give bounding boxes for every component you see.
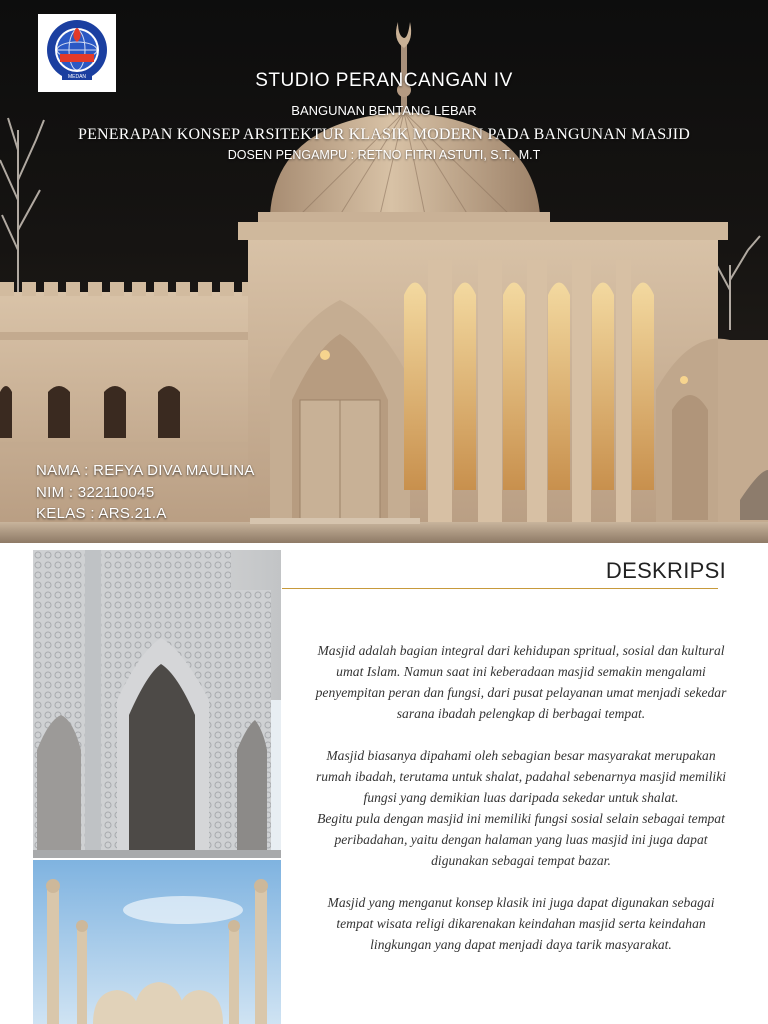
studio-title: STUDIO PERANCANGAN IV [255,70,513,91]
student-nim: NIM : 322110045 [36,484,155,501]
description-heading: DESKRIPSI [605,558,726,583]
description-text [312,640,730,955]
student-class: KELAS : ARS.21.A [36,505,167,522]
logo-banner-text: MEDAN [67,74,87,80]
description-paragraph-3: Begitu pula dengan masjid ini memiliki fungsi sosial selain sebagai tempat peribadahan, yaitu dengan halaman yang luas masjid ini juga dapat digunakan sebagai tempat bazar. [317,811,725,868]
concept-title: PENERAPAN KONSEP ARSITEKTUR KLASIK MODERN PADA BANGUNAN MASJID [77,126,691,143]
facade-detail-photo [33,550,281,858]
course-subtitle: BANGUNAN BENTANG LEBAR [291,103,477,118]
lecturer-line: DOSEN PENGAMPU : RETNO FITRI ASTUTI, S.T., M.T [227,148,541,162]
description-paragraph-4: Masjid yang menganut konsep klasik ini juga dapat digunakan sebagai tempat wisata religi dikarenakan keindahan masjid serta keindahan lingkungan yang dapat menjadi daya tarik masyarakat. [327,895,715,952]
description-paragraph-1: Masjid adalah bagian integral dari kehidupan spritual, sosial dan kultural umat Islam. Namun saat ini keberadaan masjid semakin mengalami penyempitan peran dan fungsi, dari pusat pelayanan umat menjadi sekedar sarana ibadah pelengkap di berbagai tempat. [315,643,727,721]
student-name: NAMA : REFYA DIVA MAULINA [36,462,255,479]
heading-divider [282,588,718,589]
description-paragraph-2: Masjid biasanya dipahami oleh sebagian besar masyarakat merupakan rumah ibadah, terutama untuk shalat, padahal sebenarnya masjid memiliki fungsi yang demikian luas daripada sekedar untuk shalat. [315,748,727,805]
minarets-photo [33,860,281,1024]
